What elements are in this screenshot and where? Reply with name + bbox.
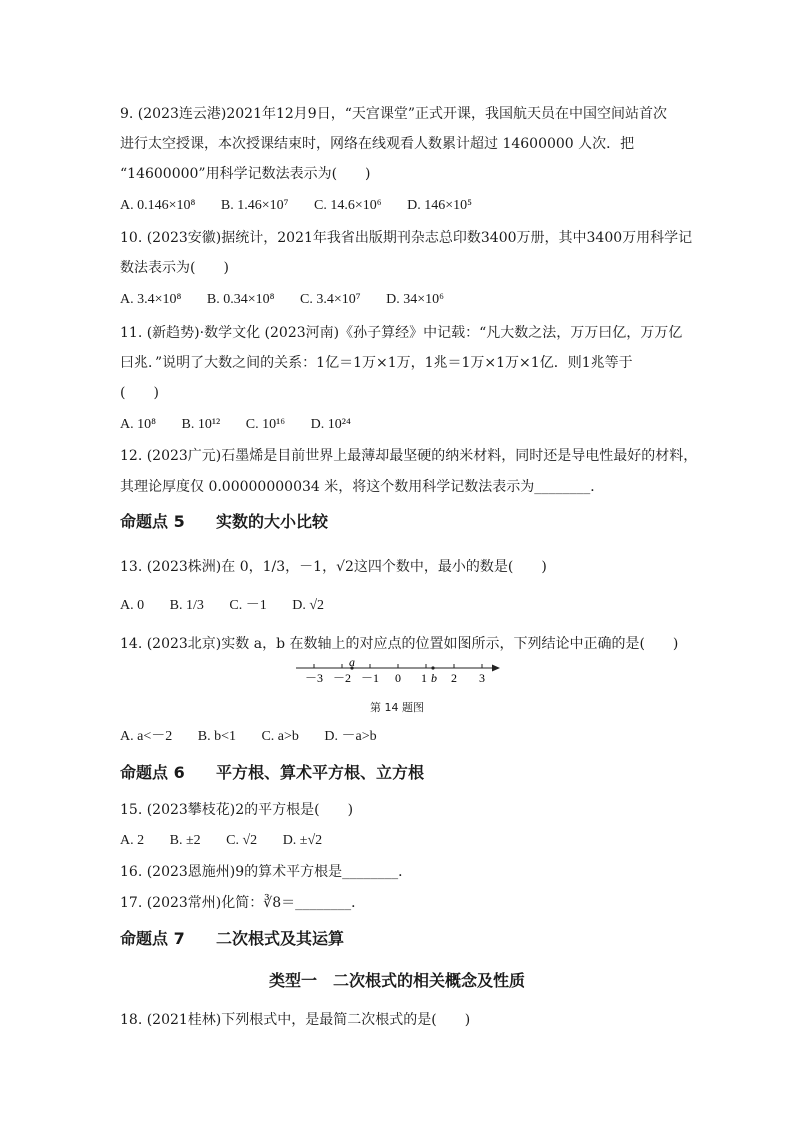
q9-line2: 进行太空授课，本次授课结束时，网络在线观看人数累计超过 14600000 人次．把 (120, 136, 635, 152)
q16-text: 16. (2023恩施州)9的算术平方根是________． (120, 864, 413, 880)
section-5-number: 命题点 5 (120, 512, 185, 531)
q13-option-d[interactable]: D. √2 (292, 598, 324, 613)
q15-option-c[interactable]: C. √2 (226, 833, 258, 848)
tick-label-minus3: －3 (304, 671, 324, 685)
section-5-title: 实数的大小比较 (216, 512, 329, 531)
q11-line2: 曰兆．”说明了大数之间的关系：1亿＝1万×1万，1兆＝1万×1万×1亿．则1兆等于 (120, 355, 633, 371)
point-a-label: a (349, 658, 355, 669)
q11-line1: 11. (新趋势)·数学文化 (2023河南)《孙子算经》中记载：“凡大数之法，万万曰亿，万万亿 (120, 325, 683, 341)
section-7-title: 二次根式及其运算 (216, 929, 345, 948)
q11-options (120, 415, 684, 435)
q10-option-b[interactable]: B. 0.34×10⁸ (206, 292, 275, 307)
q10-option-d[interactable]: D. 34×10⁶ (386, 292, 445, 307)
q15-text: 15. (2023攀枝花)2的平方根是( ) (120, 802, 354, 818)
type-1-subheading: 类型一 二次根式的相关概念及性质 (268, 971, 525, 990)
q15-option-d[interactable]: D. ±√2 (282, 833, 323, 848)
q13-text: 13. (2023株洲)在 0，1/3，－1，√2这四个数中，最小的数是( ) (120, 559, 547, 575)
q15-option-a[interactable]: A. 2 (120, 833, 145, 848)
section-7-heading (120, 928, 344, 950)
section-5-heading (120, 511, 328, 533)
tick-label-3: 3 (479, 671, 485, 685)
q9-line1: 9. (2023连云港)2021年12月9日，“天宫课堂”正式开课，我国航天员在中国空间站首次 (120, 106, 668, 122)
q9-option-b[interactable]: B. 1.46×10⁷ (220, 198, 289, 213)
q13-options (120, 596, 684, 616)
q14-text: 14. (2023北京)实数 a，b 在数轴上的对应点的位置如图所示，下列结论中正确的是( ) (120, 636, 679, 652)
q17-text: 17. (2023常州)化简：∛8＝________． (120, 895, 366, 911)
number-line-figure (290, 658, 510, 690)
q10-option-c[interactable]: C. 3.4×10⁷ (300, 292, 361, 307)
section-6-number: 命题点 6 (120, 763, 185, 782)
q11-option-b[interactable]: B. 10¹² (181, 417, 221, 432)
q18-text: 18. (2021桂林)下列根式中，是最简二次根式的是( ) (120, 1012, 471, 1028)
q14-option-b[interactable]: B. b<1 (197, 729, 236, 744)
tick-label-1: 1 (421, 671, 427, 685)
q11-option-a[interactable]: A. 10⁸ (120, 417, 156, 432)
section-6-heading (120, 762, 424, 784)
q12-line1: 12. (2023广元)石墨烯是目前世界上最薄却最坚硬的纳米材料，同时还是导电性最好的材料， (120, 448, 698, 464)
q11-option-c[interactable]: C. 10¹⁶ (245, 417, 286, 432)
section-6-title: 平方根、算术平方根、立方根 (216, 763, 425, 782)
q13-option-a[interactable]: A. 0 (120, 598, 145, 613)
q12-line2: 其理论厚度仅 0.00000000034 米，将这个数用科学记数法表示为________． (120, 479, 605, 495)
q13-option-c[interactable]: C. －1 (229, 598, 267, 613)
q9-option-c[interactable]: C. 14.6×10⁶ (314, 198, 382, 213)
q14-option-c[interactable]: C. a>b (261, 729, 299, 744)
q11-option-d[interactable]: D. 10²⁴ (310, 417, 351, 432)
q10-line2: 数法表示为( ) (120, 260, 229, 276)
point-b-label: b (431, 671, 437, 685)
figure-14-caption: 第 14 题图 (370, 701, 424, 714)
q15-options (120, 831, 684, 851)
q14-option-d[interactable]: D. －a>b (324, 729, 377, 744)
q14-options (120, 727, 684, 747)
axis-arrow-icon (492, 665, 500, 672)
tick-label-minus2: －2 (332, 671, 352, 685)
q9-line3: “14600000”用科学记数法表示为( ) (120, 166, 371, 182)
q14-option-a[interactable]: A. a<－2 (120, 729, 173, 744)
tick-label-0: 0 (395, 671, 401, 685)
q9-option-d[interactable]: D. 146×10⁵ (407, 198, 473, 213)
point-b-marker (431, 666, 434, 669)
q10-options (120, 290, 684, 310)
q10-option-a[interactable]: A. 3.4×10⁸ (120, 292, 182, 307)
q15-option-b[interactable]: B. ±2 (169, 833, 201, 848)
q11-line3: ( ) (120, 385, 159, 401)
q9-option-a[interactable]: A. 0.146×10⁸ (120, 198, 196, 213)
tick-label-minus1: －1 (360, 671, 380, 685)
q9-options (120, 196, 684, 216)
section-7-number: 命题点 7 (120, 929, 185, 948)
tick-label-2: 2 (451, 671, 457, 685)
q13-option-b[interactable]: B. 1/3 (169, 598, 204, 613)
q10-line1: 10. (2023安徽)据统计，2021年我省出版期刊杂志总印数3400万册，其中3400万用科学记 (120, 230, 693, 246)
